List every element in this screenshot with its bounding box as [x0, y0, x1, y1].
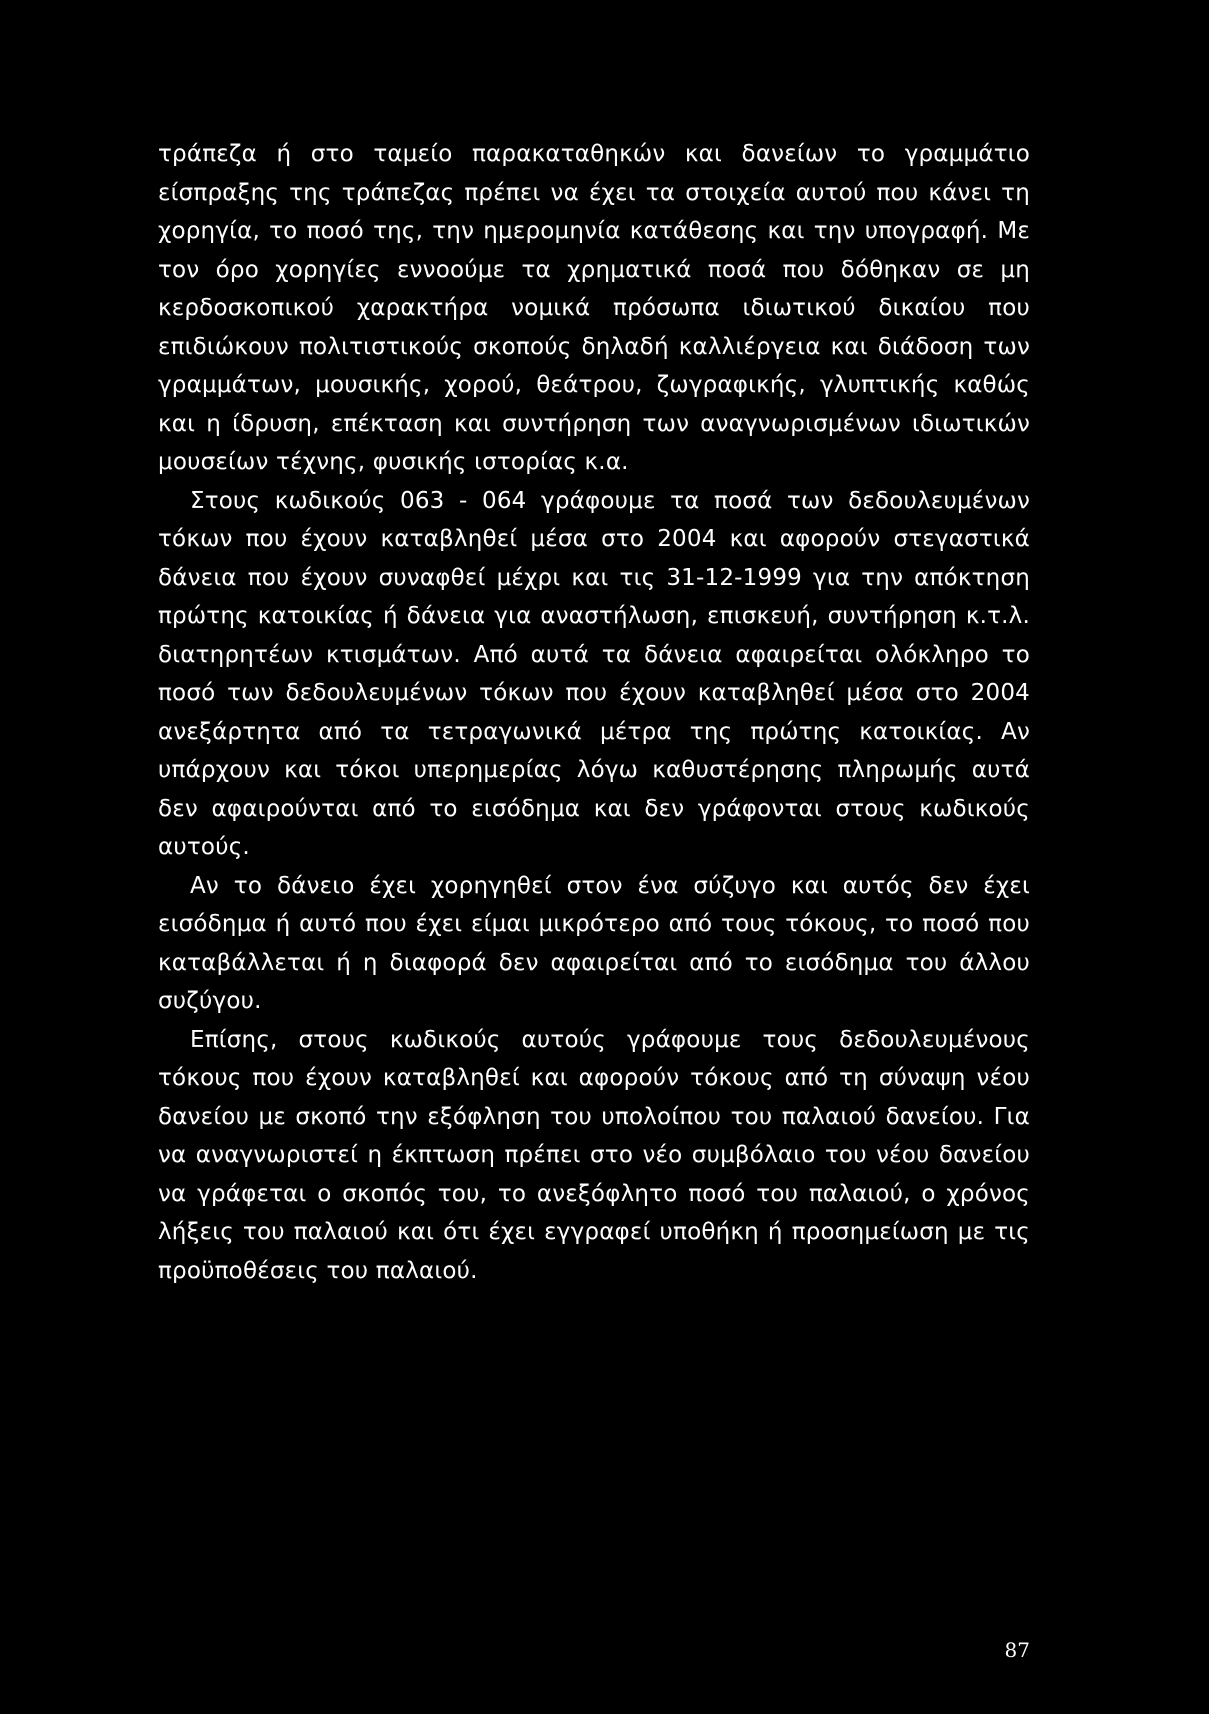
page-number: 87	[1004, 1638, 1030, 1662]
paragraph-2: Στους κωδικούς 063 - 064 γράφουμε τα ποσά των δεδουλευμένων τόκων που έχουν καταβληθεί μέσα στο 2004 και αφορούν στεγαστικά δάνεια που έχουν συναφθεί μέχρι και τις 31-12-1999 για την απόκτηση πρώτης κατοικίας ή δάνεια για αναστήλωση, επισκευή, συντήρηση κ.τ.λ. διατηρητέων κτισμάτων. Από αυτά τα δάνεια αφαιρείται ολόκληρο το ποσό των δεδουλευμένων τόκων που έχουν καταβληθεί μέσα στο 2004 ανεξάρτητα από τα τετραγωνικά μέτρα της πρώτης κατοικίας. Αν υπάρχουν και τόκοι υπερημερίας λόγω καθυστέρησης πληρωμής αυτά δεν αφαιρούνται από το εισόδημα και δεν γράφονται στους κωδικούς αυτούς.	[158, 487, 1030, 860]
paragraph-4: Επίσης, στους κωδικούς αυτούς γράφουμε τους δεδουλευμένους τόκους που έχουν καταβληθεί και αφορούν τόκους από τη σύναψη νέου δανείου με σκοπό την εξόφληση του υπολοίπου του παλαιού δανείου. Για να αναγνωριστεί η έκπτωση πρέπει στο νέο συμβόλαιο του νέου δανείου να γράφεται ο σκοπός του, το ανεξόφλητο ποσό του παλαιού, ο χρόνος λήξεις του παλαιού και ότι έχει εγγραφεί υποθήκη ή προσημείωση με τις προϋποθέσεις του παλαιού.	[158, 1026, 1030, 1284]
document-body	[158, 135, 1030, 1290]
paragraph-1: τράπεζα ή στο ταμείο παρακαταθηκών και δανείων το γραμμάτιο είσπραξης της τράπεζας πρέπει να έχει τα στοιχεία αυτού που κάνει τη χορηγία, το ποσό της, την ημερομηνία κατάθεσης και την υπογραφή. Με τον όρο χορηγίες εννοούμε τα χρηματικά ποσά που δόθηκαν σε μη κερδοσκοπικού χαρακτήρα νομικά πρόσωπα ιδιωτικού δικαίου που επιδιώκουν πολιτιστικούς σκοπούς δηλαδή καλλιέργεια και διάδοση των γραμμάτων, μουσικής, χορού, θεάτρου, ζωγραφικής, γλυπτικής καθώς και η ίδρυση, επέκταση και συντήρηση των αναγνωρισμένων ιδιωτικών μουσείων τέχνης, φυσικής ιστορίας κ.α.	[158, 141, 1030, 475]
paragraph-3: Αν το δάνειο έχει χορηγηθεί στον ένα σύζυγο και αυτός δεν έχει εισόδημα ή αυτό που έχει είμαι μικρότερο από τους τόκους, το ποσό που καταβάλλεται ή η διαφορά δεν αφαιρείται από το εισόδημα του άλλου συζύγου.	[158, 872, 1030, 1014]
